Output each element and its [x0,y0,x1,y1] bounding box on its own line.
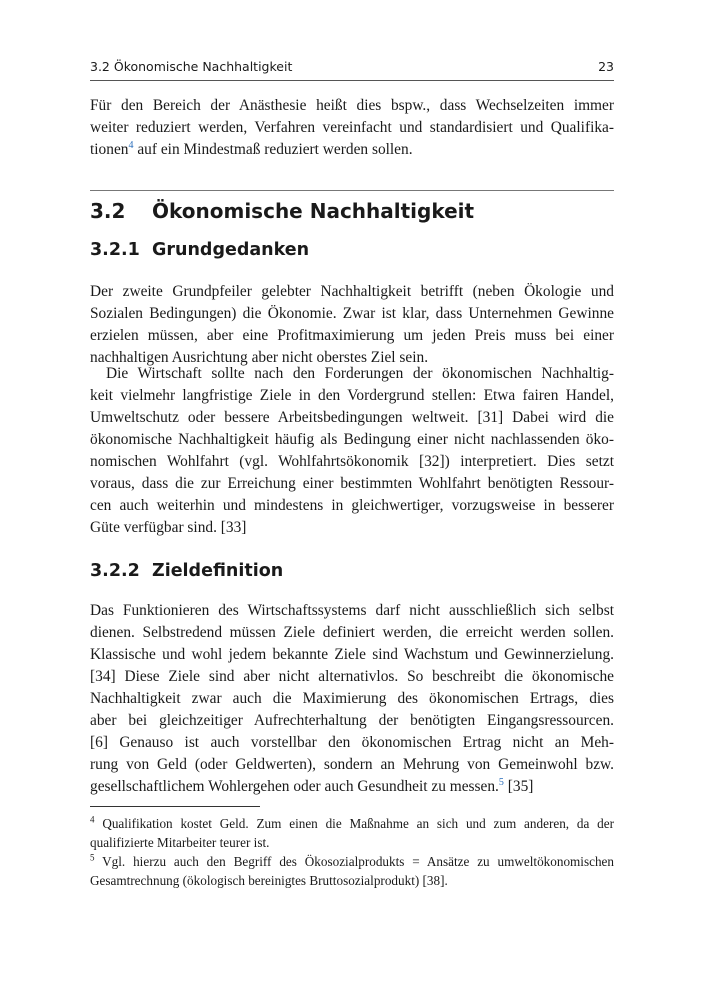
text-line: Für den Bereich der Anästhesie heißt dies bspw., dass Wechselzeiten immer [90,97,614,114]
footnote-mark: 4 [90,814,95,825]
paragraph-grundgedanken-2 [90,363,614,539]
text-line: Nachhaltigkeit zwar auch die Maximierung des ökonomischen Ertrags, dies [90,690,614,707]
footnote-mark: 5 [90,852,95,863]
text-line: rung von Geld (oder Geldwerten), sondern an Mehrung von Gemeinwohl bzw. [90,756,614,773]
section-rule [90,190,614,191]
subsection-heading-grundgedanken [90,240,309,260]
page-number: 23 [598,59,614,74]
footnote-line: qualifizierte Mitarbeiter teurer ist. [90,835,270,850]
section-title: Ökonomische Nachhaltigkeit [152,199,475,223]
text-fragment: tionen [90,141,129,158]
footnote-ref-4[interactable]: 4 [128,139,134,151]
paragraph-grundgedanken-1 [90,281,614,369]
text-line: erzielen müssen, aber eine Profitmaximierung um jeden Preis muss bei einer [90,327,614,344]
text-line: dienen. Selbstredend müssen Ziele definiert werden, die erreicht werden sollen. [90,624,614,641]
text-line: Klassische und wohl jedem bekannte Ziele sind Wachstum und Gewinnerzielung. [90,646,614,663]
intro-paragraph [90,95,614,161]
text-line [90,776,614,798]
footnote-5 [90,852,614,890]
section-number: 3.2 [90,199,126,223]
text-line: Die Wirtschaft sollte nach den Forderungen der ökonomischen Nachhaltig- [106,365,614,382]
footnote-rule [90,806,260,807]
subsection-number: 3.2.1 [90,240,140,260]
text-line: [6] Genauso ist auch vorstellbar den ökonomischen Ertrag nicht an Meh- [90,734,614,751]
text-line: cen auch weiterhin und mindestens in gleichwertiger, vorzugsweise in besserer [90,497,614,514]
text-line: Güte verfügbar sind. [33] [90,519,247,536]
text-line: nomischen Wohlfahrt (vgl. Wohlfahrtsökonomik [32]) interpretiert. Dies setzt [90,453,614,470]
section-heading [90,199,474,223]
text-line: Umweltschutz oder bessere Arbeitsbedingungen weltweit. [31] Dabei wird die [90,409,614,426]
running-head [90,59,614,77]
footnote-line [90,814,614,833]
text-fragment: Qualifikation kostet Geld. Zum einen die Maßnahme an sich und zum anderen, da der [102,816,614,831]
text-line: voraus, dass die zur Erreichung einer bestimmten Wohlfahrt benötigten Ressour- [90,475,614,492]
text-line: aber bei gleichzeitiger Aufrechterhaltung der benötigten Eingangsressourcen. [90,712,614,729]
subsection-title: Grundgedanken [152,240,310,260]
footnote-4 [90,814,614,852]
header-rule [90,80,614,81]
text-fragment: gesellschaftlichem Wohlergehen oder auch Gesundheit zu messen. [90,778,499,795]
text-fragment: Vgl. hierzu auch den Begriff des Ökosozialprodukts = Ansätze zu umweltökonomischen [102,854,614,869]
subsection-title: Zieldefinition [152,561,284,581]
footnote-ref-5[interactable]: 5 [498,776,504,788]
text-line [90,139,614,161]
text-line: Sozialen Bedingungen) die Ökonomie. Zwar ist klar, dass Unternehmen Gewinne [90,305,614,322]
text-fragment: auf ein Mindestmaß reduziert werden sollen. [133,141,413,158]
text-line: weiter reduziert werden, Verfahren vereinfacht und standardisiert und Qualifika- [90,119,614,136]
running-head-section: 3.2 Ökonomische Nachhaltigkeit [90,59,293,74]
text-line: Das Funktionieren des Wirtschaftssystems darf nicht ausschließlich sich selbst [90,602,614,619]
text-line: ökonomische Nachhaltigkeit häufig als Bedingung einer nicht nachlassenden öko- [90,431,614,448]
text-line: keit vielmehr langfristige Ziele in den Vordergrund stellen: Etwa fairen Handel, [90,387,614,404]
text-fragment: [35] [503,778,534,795]
text-line: Der zweite Grundpfeiler gelebter Nachhaltigkeit betrifft (neben Ökologie und [90,283,614,300]
subsection-heading-zieldefinition [90,561,283,581]
footnote-line [90,852,614,871]
text-line: nachhaltigen Ausrichtung aber nicht oberstes Ziel sein. [90,349,429,366]
paragraph-zieldefinition [90,600,614,798]
subsection-number: 3.2.2 [90,561,140,581]
text-line: [34] Diese Ziele sind aber nicht alternativlos. So beschreibt die ökonomische [90,668,614,685]
footnote-line: Gesamtrechnung (ökologisch bereinigtes Bruttosozialprodukt) [38]. [90,873,448,888]
